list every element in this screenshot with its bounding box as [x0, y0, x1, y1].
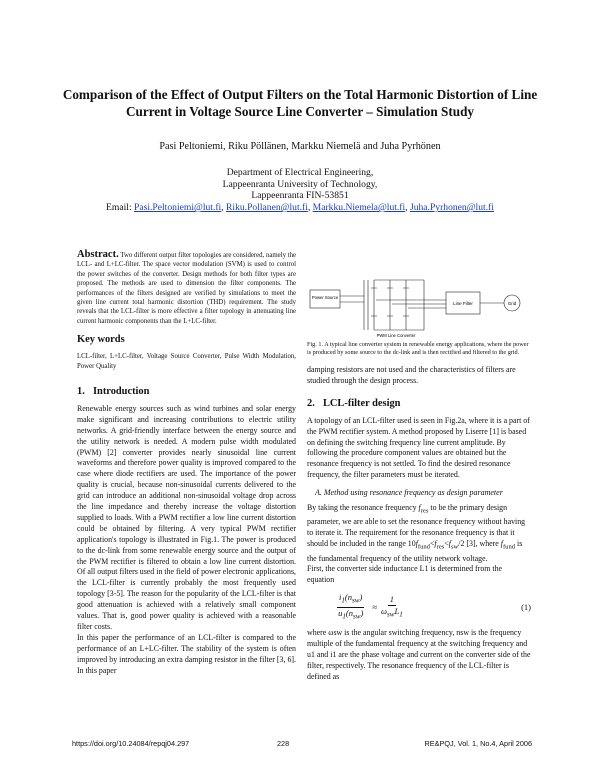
continued-text: damping resistors are not used and the characteristics of filters are studied through the design process. [307, 365, 516, 385]
intro-heading [77, 387, 296, 398]
abstract-label: Abstract. [77, 249, 119, 260]
section-2-title: LCL-filter design [323, 397, 401, 409]
subsection-a-paragraph-2: First, the converter side inductance L1 is determined from the equation [307, 564, 503, 585]
city: Lappeenranta FIN-53851 [251, 190, 349, 202]
authors: Pasi Peltoniemi, Riku Pöllänen, Markku Niemelä and Juha Pyrhönen [159, 141, 441, 152]
right-column [307, 365, 531, 683]
section-2-heading [307, 399, 531, 410]
footer-journal: RE&PQJ, Vol. 1, No.4, April 2006 [424, 739, 532, 748]
keywords-heading: Key words [77, 334, 125, 346]
keywords-text: LCL-filter, L+LC-filter, Voltage Source Converter, Pulse Width Modulation, Power Quality [77, 353, 296, 370]
email-link-peltoniemi[interactable]: Pasi.Peltoniemi@lut.fi [134, 202, 222, 214]
equation-1: $\frac{i_1(n_{sw})}{u_1(n_{sw})}$ ≈ $\frac{1}{\omega_{sw}L_1}$ (1) [338, 592, 531, 621]
paper-title: Comparison of the Effect of Output Filters on the Total Harmonic Distortion of Line Current in Voltage Source Line Converter – Simulation Study [62, 87, 538, 119]
affiliation [60, 167, 540, 214]
figure-1-diagram [308, 272, 532, 340]
grid-label: Grid [507, 301, 517, 306]
footer-doi: https://doi.org/10.24084/repqj04.297 [72, 739, 190, 748]
intro-paragraph-2: In this paper the performance of an LCL-filter is compared to the performance of an L+LC-filter. The stability of the system is often improved by introducing an extra damping resistor in the filter [3, 6]. In this paper [77, 632, 296, 675]
power-source-label: Power Source [311, 295, 339, 300]
subsection-a-paragraph-3: where ωsw is the angular switching frequency, nsw is the frequency multiple of the fundamental frequency at the switching frequency and u1 and i1 are the phase voltage and current on the converter side of the filter, respectively. The resonance frequency of the LCL-filter is defined as [307, 628, 531, 682]
converter-label: PWM Line Converter [376, 333, 416, 338]
line-filter-label: Line Filter [453, 301, 473, 306]
section-2-number: 2. [307, 397, 315, 409]
section-2-paragraph-1: A topology of an LCL-filter used is seen in Fig.2a, where it is a part of the PWM rectifier system. A method proposed by Liserre [1] is based on defining the switching frequency line current amplitude. By following the procedure component values are obtained but the resonance frequency is not settled. To find the desired resonance frequency, the filter parameters must be iterated. [307, 415, 530, 480]
abstract-text: Two different output filter topologies are considered, namely the LCL- and L+LC-filter. The space vector modulation (SVM) is used to control the power switches of the converter. Design methods for both filter types are proposed. The methods are used to dimension the filter components. The performances of the filters designed are verified by simulations to meet the given line current total harmonic distortion (THD) requirement. The study reveals that the LCL-filter is more effective a filter topology in attenuating line current harmonic components than the L+LC-filter. [77, 252, 297, 325]
footer-page-number: 228 [277, 739, 290, 748]
university: Lappeenranta University of Technology, [222, 178, 378, 190]
email-line: Email: Pasi.Peltoniemi@lut.fi, Riku.Pollanen@lut.fi, Markku.Niemela@lut.fi, Juha.Pyrhonen@lut.fi [106, 202, 494, 214]
equation-1-rhs: $\frac{1}{\omega_{sw}L_1}$ [381, 594, 403, 619]
figure-1-caption: Fig. 1. A typical line converter system in renewable energy applications, where the power is produced by some source to the dc-link and is then rectified and filtered to the grid. [307, 341, 529, 357]
department: Department of Electrical Engineering, [226, 167, 374, 178]
abstract [77, 250, 296, 326]
equation-1-number: (1) [521, 601, 531, 612]
subsection-a-paragraph-1: By taking the resonance frequency $f_{res}$ to be the primary design parameter, we are able to set the resonance frequency without having to iterate it. The requirement for the resonance frequency is that it should be included in the range $10f_{fund}<f_{res}<f_{sw}/2$ [3], where $f_{fund}$ is the fundamental frequency of the utility network voltage. [307, 502, 526, 563]
intro-number: 1. [77, 385, 85, 397]
left-column [77, 250, 296, 677]
subsection-a-heading: A. Method using resonance frequency as design parameter [315, 488, 503, 498]
intro-title: Introduction [93, 385, 150, 397]
email-link-pyrhonen[interactable]: Juha.Pyrhonen@lut.fi [409, 202, 494, 214]
intro-paragraph-1: Renewable energy sources such as wind turbines and solar energy make significant and increasing contributions to electric utility networks. A grid-friendly interface between the energy source and the utility network is needed. A modern pulse width modulated (PWM) [2] converter provides nearly sinusoidal line current waveforms and therefore power quality is improved compared to the case where diode rectifiers are used. The importance of the power quality is crucial, because non-sinusoidal currents delivered to the grid can introduce an additional non-sinusoidal voltage drop across the line impedance and thereby increase the voltage distortion supplied to loads. With a PWM rectifier a low line current distortion could be obtained by filtering. A very typical PWM rectifier application's topology is illustrated in Fig.1. The power is produced to the dc-link from some renewable energy source and the output of the PWM rectifier is filtered to obtain a low line current distortion. Of all output filters used in the field of power electronic applications, the LCL-filter is currently probably the most frequently used topology [3-5]. The reason for the popularity of the LCL-filter is that good attenuation is achieved with a relatively small component values. That is, good power quality is achieved with a reasonable filter costs. [77, 403, 296, 631]
email-link-pollanen[interactable]: Riku.Pollanen@lut.fi [226, 202, 308, 214]
equation-1-lhs: $\frac{i_1(n_{sw})}{u_1(n_{sw})}$ [338, 592, 364, 621]
email-label: Email: [106, 202, 132, 214]
email-link-niemela[interactable]: Markku.Niemela@lut.fi [312, 202, 406, 214]
